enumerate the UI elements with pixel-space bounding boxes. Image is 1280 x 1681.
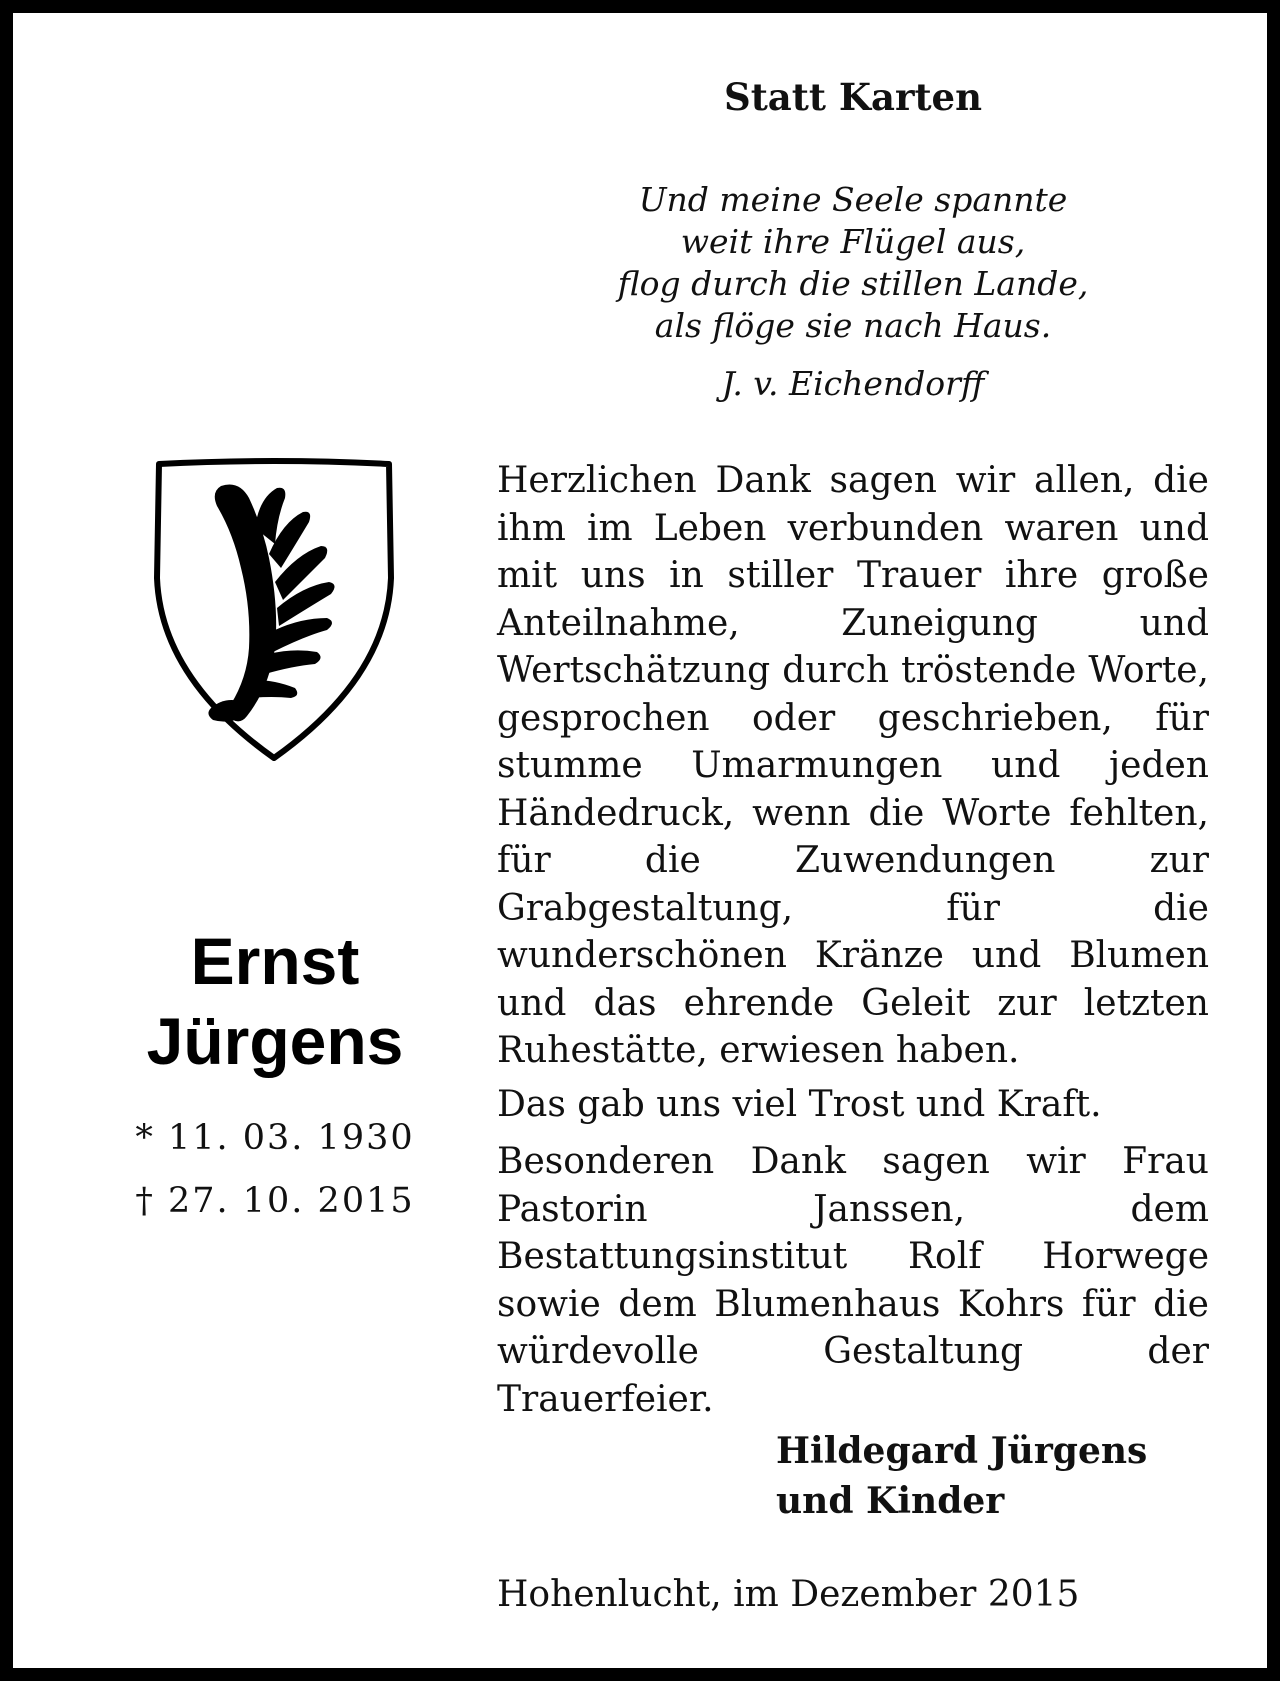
signature — [776, 1426, 1196, 1526]
signature-line: Hildegard Jürgens — [776, 1430, 1148, 1472]
poem — [573, 179, 1133, 347]
poem-author: J. v. Eichendorff — [721, 364, 985, 403]
last-name: Jürgens — [146, 1004, 404, 1078]
header-title: Statt Karten — [723, 75, 982, 119]
birth-date: * 11. 03. 1930 — [135, 1118, 415, 1158]
signature-line: und Kinder — [776, 1480, 1005, 1522]
message-paragraph-1: Herzlichen Dank sagen wir allen, die ihm im Leben verbunden waren und mit uns in stiller Trauer ihre große Anteilnahme, Zuneigung und Wertschätzung durch tröstende Worte, gesprochen oder geschrieben, für stumme Umarmungen und jeden Händedruck, wenn die Worte fehlten, für die Zuwendungen zur Grabgestaltung, für die wunderschönen Kränze und Blumen und das ehrende Geleit zur letzten Ruhestätte, erwiesen haben. — [497, 460, 1209, 1071]
poem-line: Und meine Seele spannte — [638, 180, 1068, 219]
deceased-name — [113, 921, 437, 1081]
antler-shape — [208, 485, 334, 722]
place-date: Hohenlucht, im Dezember 2015 — [497, 1574, 1080, 1615]
message-paragraph-3: Besonderen Dank sagen wir Frau Pastorin Janssen, dem Bestattungsinstitut Rolf Horwege sowie dem Blumenhaus Kohrs für die würdevolle Gestaltung der Trauerfeier. — [497, 1141, 1209, 1420]
message-paragraph-2: Das gab uns viel Trost und Kraft. — [497, 1084, 1102, 1125]
death-date: † 27. 10. 2015 — [135, 1181, 415, 1221]
poem-line: als flöge sie nach Haus. — [654, 306, 1052, 345]
poem-line: weit ihre Flügel aus, — [680, 222, 1026, 261]
poem-line: flog durch die stillen Lande, — [617, 264, 1089, 303]
antler-coat-of-arms-icon — [151, 458, 397, 764]
first-name: Ernst — [190, 924, 360, 998]
